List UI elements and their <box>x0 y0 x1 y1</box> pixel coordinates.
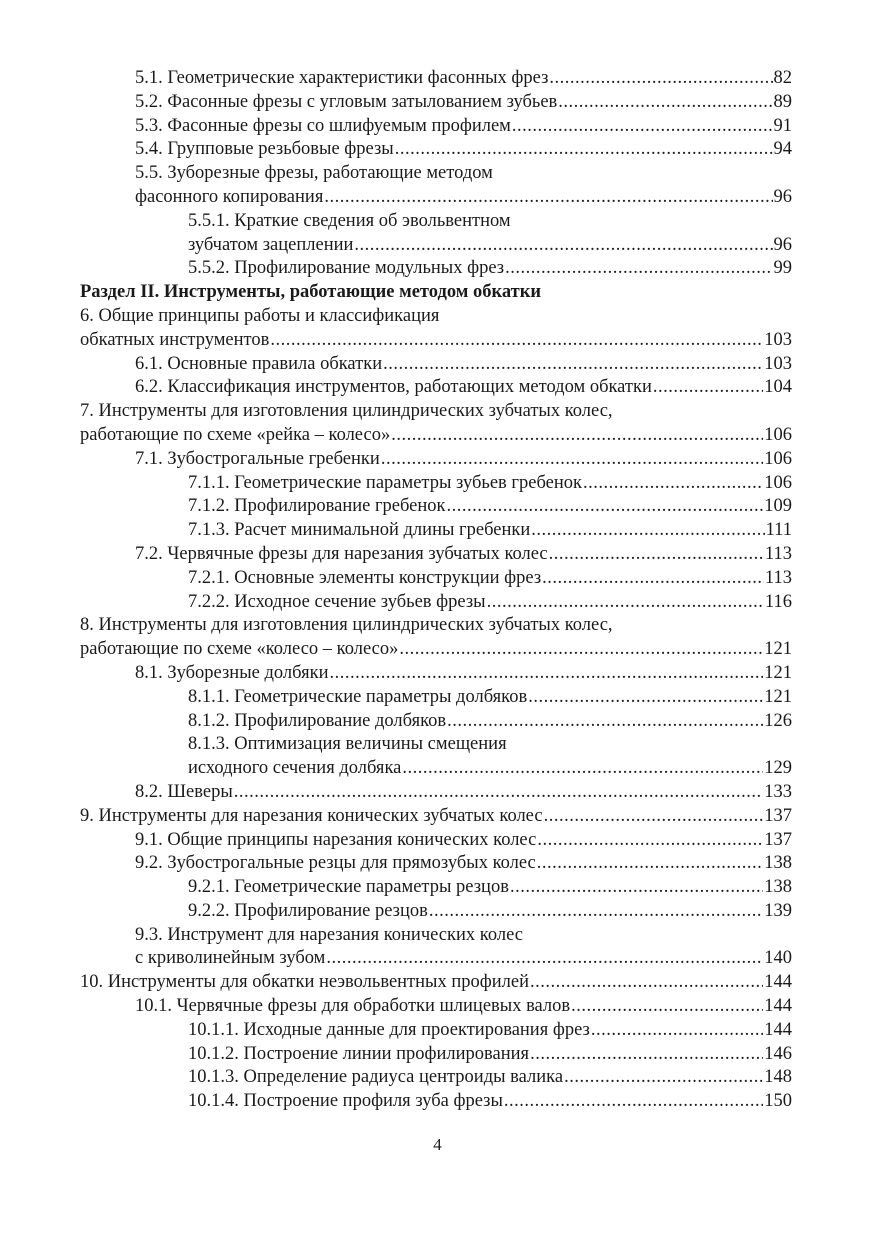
toc-leader-dots <box>329 662 763 686</box>
toc-page-number: 82 <box>773 68 792 88</box>
toc-leader-dots <box>537 852 764 876</box>
toc-entry <box>80 519 792 543</box>
toc-leader-dots <box>395 138 773 162</box>
toc-entry-title: 6. Общие принципы работы и классификация <box>80 305 440 326</box>
toc-page-number: 106 <box>764 472 792 493</box>
toc-entry-title: 9.1. Общие принципы нарезания конических колес <box>135 829 537 850</box>
toc-page-number: 139 <box>764 900 792 921</box>
toc-leader-dots <box>591 1019 763 1043</box>
toc-entry <box>80 876 792 900</box>
toc-entry-title: 5.5.2. Профилирование модульных фрез <box>188 258 505 279</box>
toc-page-number: 126 <box>764 710 792 731</box>
toc-entry-title: работающие по схеме «рейка – колесо» <box>80 424 391 445</box>
toc-leader-dots <box>429 900 763 924</box>
toc-entry-title: 8.1. Зуборезные долбяки <box>135 662 329 683</box>
toc-entry-title: 5.1. Геометрические характеристики фасонных фрез <box>135 68 549 88</box>
toc-page-number: 109 <box>764 496 792 517</box>
toc-entry-title: 10.1. Червячные фрезы для обработки шлицевых валов <box>135 996 571 1017</box>
toc-entry <box>80 662 792 686</box>
toc-page-number: 144 <box>764 996 792 1017</box>
toc-leader-dots <box>383 353 763 377</box>
toc-entry <box>80 733 792 757</box>
toc-entry <box>80 852 792 876</box>
toc-entry <box>80 757 792 781</box>
toc-entry-title: фасонного копирования <box>135 186 324 207</box>
toc-entry <box>80 305 792 329</box>
toc-entry <box>80 67 792 91</box>
toc-entry <box>80 971 792 995</box>
toc-page-number: 138 <box>764 853 792 874</box>
toc-entry <box>80 424 792 448</box>
toc-entry <box>80 900 792 924</box>
toc-page-number: 94 <box>773 139 792 160</box>
toc-leader-dots <box>510 876 763 900</box>
toc-page-number: 121 <box>764 639 792 660</box>
toc-entry <box>80 495 792 519</box>
toc-leader-dots <box>549 67 772 91</box>
toc-leader-dots <box>558 91 772 115</box>
toc-leader-dots <box>564 1066 763 1090</box>
toc-page-number: 121 <box>764 662 792 683</box>
toc-entry-title: исходного сечения долбяка <box>188 758 402 779</box>
toc-leader-dots <box>653 376 763 400</box>
toc-page-number: 91 <box>773 115 792 136</box>
toc-entry <box>80 353 792 377</box>
toc-entry-title: 8.1.1. Геометрические параметры долбяков <box>188 686 528 707</box>
toc-page-number: 113 <box>764 567 792 588</box>
toc-entry-title: 9.3. Инструмент для нарезания конических колес <box>135 924 523 945</box>
toc-page-number: 113 <box>764 543 792 564</box>
toc-entry-title: 8. Инструменты для изготовления цилиндрических зубчатых колес, <box>80 615 613 636</box>
toc-entry-title: 5.2. Фасонные фрезы с угловым затылованием зубьев <box>135 91 558 112</box>
toc-entry-title: 10. Инструменты для обкатки неэвольвентных профилей <box>80 972 529 993</box>
toc-page-number: 150 <box>764 1091 792 1112</box>
toc-entry <box>80 686 792 710</box>
toc-leader-dots <box>447 710 763 734</box>
toc-leader-dots <box>391 424 763 448</box>
toc-page-number: 148 <box>764 1067 792 1088</box>
toc-entry <box>80 638 792 662</box>
toc-leader-dots <box>505 257 772 281</box>
toc-entry <box>80 186 792 210</box>
toc-leader-dots <box>504 1090 763 1114</box>
toc-entry <box>80 1066 792 1090</box>
toc-leader-dots <box>531 519 764 543</box>
toc-page-number: 106 <box>764 424 792 445</box>
toc-list <box>80 67 792 1114</box>
toc-leader-dots <box>530 1043 763 1067</box>
toc-entry-title: работающие по схеме «колесо – колесо» <box>80 639 399 660</box>
toc-entry-title: зубчатом зацеплении <box>188 234 354 255</box>
toc-page-number: 99 <box>773 258 792 279</box>
toc-leader-dots <box>447 495 764 519</box>
toc-entry-title: 6.1. Основные правила обкатки <box>135 353 383 374</box>
toc-entry-title: 5.3. Фасонные фрезы со шлифуемым профилем <box>135 115 511 136</box>
toc-page-number: 103 <box>764 329 792 350</box>
toc-leader-dots <box>583 472 763 496</box>
toc-entry-title: 7.2.1. Основные элементы конструкции фрез <box>188 567 542 588</box>
toc-entry <box>80 376 792 400</box>
toc-page-number: 104 <box>764 377 792 398</box>
toc-entry-title: 5.5.1. Краткие сведения об эвольвентном <box>188 210 511 231</box>
toc-leader-dots <box>549 543 764 567</box>
toc-entry <box>80 567 792 591</box>
toc-entry <box>80 1090 792 1114</box>
toc-leader-dots <box>537 829 763 853</box>
toc-entry-title: 9.2.2. Профилирование резцов <box>188 900 428 921</box>
toc-leader-dots <box>530 971 763 995</box>
toc-entry <box>80 924 792 948</box>
toc-page-number: 111 <box>765 520 792 541</box>
toc-entry-title: 7.1.1. Геометрические параметры зубьев гребенок <box>188 472 582 493</box>
toc-entry-title: 10.1.1. Исходные данные для проектирования фрез <box>188 1019 590 1040</box>
table-of-contents <box>80 67 792 1114</box>
toc-entry <box>80 448 792 472</box>
toc-entry-title: 7.1.2. Профилирование гребенок <box>188 496 446 517</box>
toc-entry-title: 6.2. Классификация инструментов, работающих методом обкатки <box>135 377 652 398</box>
page-number: 4 <box>433 1135 442 1154</box>
toc-entry-title: 8.2. Шеверы <box>135 781 233 802</box>
toc-entry-title: 7. Инструменты для изготовления цилиндрических зубчатых колес, <box>80 401 613 422</box>
toc-page-number: 96 <box>773 234 792 255</box>
toc-leader-dots <box>512 115 773 139</box>
toc-entry <box>80 947 792 971</box>
toc-entry <box>80 543 792 567</box>
toc-entry-title: обкатных инструментов <box>80 329 270 350</box>
toc-entry <box>80 210 792 234</box>
toc-entry <box>80 710 792 734</box>
toc-page-number: 137 <box>764 805 792 826</box>
toc-entry <box>80 400 792 424</box>
toc-entry-title: 7.1. Зубострогальные гребенки <box>135 448 380 469</box>
toc-entry-title: 10.1.3. Определение радиуса центроиды валика <box>188 1067 564 1088</box>
toc-page-number: 144 <box>764 1019 792 1040</box>
toc-page-number: 116 <box>764 591 792 612</box>
toc-leader-dots <box>399 638 763 662</box>
toc-entry-title: 9.2. Зубострогальные резцы для прямозубых колес <box>135 853 536 874</box>
toc-entry <box>80 472 792 496</box>
toc-leader-dots <box>544 805 764 829</box>
toc-entry <box>80 829 792 853</box>
toc-entry <box>80 995 792 1019</box>
toc-entry-title: 10.1.2. Построение линии профилирования <box>188 1043 530 1064</box>
toc-entry-title: 7.1.3. Расчет минимальной длины гребенки <box>188 520 531 541</box>
toc-page-number: 138 <box>764 877 792 898</box>
toc-page-number: 89 <box>773 91 792 112</box>
toc-entry <box>80 805 792 829</box>
toc-page-number: 96 <box>773 186 792 207</box>
toc-entry <box>80 91 792 115</box>
toc-entry-title: 8.1.3. Оптимизация величины смещения <box>188 734 507 755</box>
toc-leader-dots <box>381 448 763 472</box>
toc-entry <box>80 234 792 258</box>
toc-page-number: 137 <box>764 829 792 850</box>
toc-leader-dots <box>326 947 763 971</box>
toc-section-heading <box>80 281 792 305</box>
toc-page-number: 121 <box>764 686 792 707</box>
toc-leader-dots <box>234 781 763 805</box>
toc-page-number: 133 <box>764 781 792 802</box>
toc-leader-dots <box>402 757 763 781</box>
toc-leader-dots <box>354 234 772 258</box>
toc-entry-title: 5.5. Зуборезные фрезы, работающие методом <box>135 163 493 184</box>
toc-entry-title: 7.2. Червячные фрезы для нарезания зубчатых колес <box>135 543 548 564</box>
toc-page-number: 106 <box>764 448 792 469</box>
toc-entry <box>80 329 792 353</box>
toc-entry-title: 10.1.4. Построение профиля зуба фрезы <box>188 1091 503 1112</box>
toc-leader-dots <box>270 329 763 353</box>
toc-leader-dots <box>528 686 763 710</box>
toc-entry-title: 7.2.2. Исходное сечение зубьев фрезы <box>188 591 486 612</box>
toc-leader-dots <box>324 186 772 210</box>
toc-entry <box>80 257 792 281</box>
toc-entry <box>80 1019 792 1043</box>
toc-entry <box>80 614 792 638</box>
toc-leader-dots <box>571 995 763 1019</box>
toc-page-number: 129 <box>764 758 792 779</box>
toc-page-number: 103 <box>764 353 792 374</box>
toc-entry <box>80 138 792 162</box>
toc-entry-title: 9. Инструменты для нарезания конических зубчатых колес <box>80 805 543 826</box>
toc-entry <box>80 115 792 139</box>
toc-page-number: 140 <box>764 948 792 969</box>
toc-entry <box>80 162 792 186</box>
toc-entry-title: Раздел II. Инструменты, работающие методом обкатки <box>80 282 542 303</box>
toc-entry-title: 9.2.1. Геометрические параметры резцов <box>188 877 509 898</box>
toc-entry-title: с криволинейным зубом <box>135 948 326 969</box>
toc-entry-title: 5.4. Групповые резьбовые фрезы <box>135 139 394 160</box>
toc-entry <box>80 591 792 615</box>
toc-leader-dots <box>542 567 764 591</box>
toc-entry <box>80 781 792 805</box>
toc-entry-title: 8.1.2. Профилирование долбяков <box>188 710 447 731</box>
toc-page-number: 146 <box>764 1043 792 1064</box>
toc-entry <box>80 1043 792 1067</box>
toc-page-number: 144 <box>764 972 792 993</box>
toc-leader-dots <box>487 591 764 615</box>
